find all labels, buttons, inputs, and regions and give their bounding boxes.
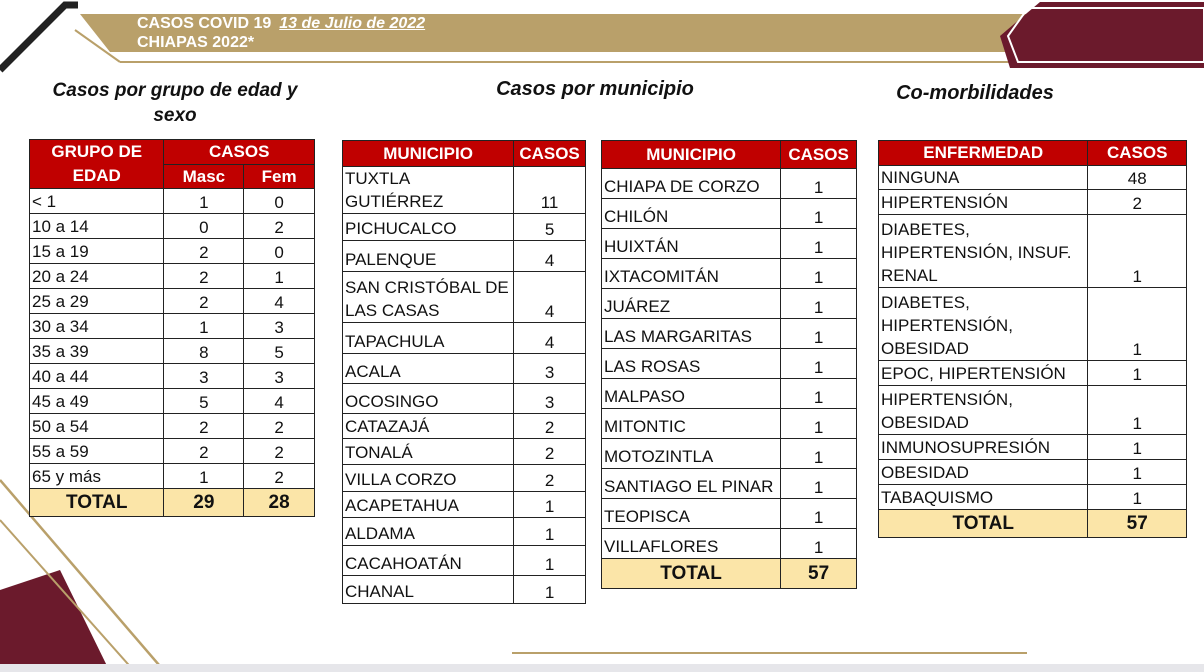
municipio-name-cell: OCOSINGO <box>343 384 514 414</box>
table-row <box>30 414 315 439</box>
municipio-name-cell: SAN CRISTÓBAL DE LAS CASAS <box>343 272 514 323</box>
fem-cell: 2 <box>244 214 315 239</box>
municipio-name-cell: CHILÓN <box>602 199 781 229</box>
municipio-name-cell: CHIAPA DE CORZO <box>602 169 781 199</box>
municipio-cases-cell: 1 <box>781 169 857 199</box>
table-row <box>343 384 586 414</box>
municipio-cases-cell: 1 <box>781 349 857 379</box>
municipio-cases-cell: 3 <box>514 384 586 414</box>
municipio-cases-cell: 4 <box>514 241 586 272</box>
fem-cell: 3 <box>244 314 315 339</box>
disease-name-cell: HIPERTENSIÓN <box>879 190 1088 215</box>
total-masc: 29 <box>164 489 244 517</box>
total-label: TOTAL <box>879 510 1088 538</box>
age-group-cell: < 1 <box>30 189 164 214</box>
municipio-name-cell: JUÁREZ <box>602 289 781 319</box>
age-group-cell: 15 a 19 <box>30 239 164 264</box>
municipio-name-cell: VILLAFLORES <box>602 529 781 559</box>
table-row <box>602 319 857 349</box>
disease-cases-cell: 1 <box>1088 435 1187 460</box>
municipio-name-cell: TEOPISCA <box>602 499 781 529</box>
table-row <box>343 354 586 384</box>
fem-cell: 5 <box>244 339 315 364</box>
fem-cell: 3 <box>244 364 315 389</box>
disease-cases-cell: 1 <box>1088 288 1187 361</box>
table-row <box>343 272 586 323</box>
comorbidities-total-row <box>879 510 1187 538</box>
municipio-name-cell: ACAPETAHUA <box>343 492 514 518</box>
header-municipio: MUNICIPIO <box>343 141 514 167</box>
municipio-name-cell: IXTACOMITÁN <box>602 259 781 289</box>
table-row <box>343 323 586 354</box>
comorbidities-table <box>878 140 1187 538</box>
table-row <box>30 464 315 489</box>
municipio-cases-cell: 1 <box>781 469 857 499</box>
masc-cell: 1 <box>164 314 244 339</box>
municipio-cases-cell: 1 <box>781 529 857 559</box>
masc-cell: 8 <box>164 339 244 364</box>
age-group-cell: 50 a 54 <box>30 414 164 439</box>
table-row <box>602 259 857 289</box>
municipio-cases-cell: 3 <box>514 354 586 384</box>
header-cases: CASOS <box>164 140 315 165</box>
municipio-name-cell: ALDAMA <box>343 518 514 546</box>
age-group-cell: 65 y más <box>30 464 164 489</box>
municipio-cases-cell: 1 <box>781 259 857 289</box>
age-sex-table <box>29 139 315 517</box>
table-row <box>879 386 1187 435</box>
header-line2: CHIAPAS 2022* <box>137 34 255 51</box>
masc-cell: 2 <box>164 289 244 314</box>
municipio-name-cell: TUXTLA GUTIÉRREZ <box>343 167 514 214</box>
municipio-table-2 <box>601 140 857 589</box>
municipio-cases-cell: 4 <box>514 323 586 354</box>
header-cases: CASOS <box>514 141 586 167</box>
table-row <box>30 239 315 264</box>
municipio-cases-cell: 2 <box>514 414 586 439</box>
table-row <box>343 576 586 604</box>
age-group-cell: 25 a 29 <box>30 289 164 314</box>
comorbidities-section-title: Co-morbilidades <box>896 82 1054 104</box>
table-row <box>343 214 586 241</box>
masc-cell: 3 <box>164 364 244 389</box>
municipio-name-cell: HUIXTÁN <box>602 229 781 259</box>
age-group-cell: 45 a 49 <box>30 389 164 414</box>
municipio-cases-cell: 1 <box>514 492 586 518</box>
masc-cell: 1 <box>164 189 244 214</box>
table-row <box>602 199 857 229</box>
age-group-cell: 10 a 14 <box>30 214 164 239</box>
table-row <box>30 439 315 464</box>
table-row <box>602 469 857 499</box>
header-municipio: MUNICIPIO <box>602 141 781 169</box>
municipio-name-cell: LAS ROSAS <box>602 349 781 379</box>
age-group-cell: 20 a 24 <box>30 264 164 289</box>
table-row <box>602 379 857 409</box>
municipio-cases-cell: 2 <box>514 465 586 492</box>
masc-cell: 2 <box>164 239 244 264</box>
fem-cell: 2 <box>244 414 315 439</box>
table-row <box>30 289 315 314</box>
municipio-name-cell: CACAHOATÁN <box>343 546 514 576</box>
masc-cell: 2 <box>164 264 244 289</box>
table-row <box>602 499 857 529</box>
municipio-section-title: Casos por municipio <box>496 78 694 100</box>
municipio-cases-cell: 1 <box>781 439 857 469</box>
table-row <box>602 409 857 439</box>
disease-cases-cell: 1 <box>1088 361 1187 386</box>
fem-cell: 4 <box>244 289 315 314</box>
municipio-cases-cell: 1 <box>514 576 586 604</box>
municipio-name-cell: MOTOZINTLA <box>602 439 781 469</box>
table-row <box>343 167 586 214</box>
table-row <box>602 439 857 469</box>
municipio-cases-cell: 4 <box>514 272 586 323</box>
age-group-cell: 55 a 59 <box>30 439 164 464</box>
age-group-cell: 35 a 39 <box>30 339 164 364</box>
disease-name-cell: EPOC, HIPERTENSIÓN <box>879 361 1088 386</box>
municipio-table-1 <box>342 140 586 604</box>
municipio-cases-cell: 1 <box>514 546 586 576</box>
disease-name-cell: TABAQUISMO <box>879 485 1088 510</box>
header-masc: Masc <box>164 165 244 189</box>
table-row <box>30 264 315 289</box>
municipio-name-cell: PALENQUE <box>343 241 514 272</box>
table-row <box>879 435 1187 460</box>
disease-name-cell: INMUNOSUPRESIÓN <box>879 435 1088 460</box>
fem-cell: 0 <box>244 189 315 214</box>
header-fem: Fem <box>244 165 315 189</box>
header-title <box>137 14 425 52</box>
table-row <box>343 465 586 492</box>
municipio-total-row <box>602 559 857 589</box>
table-row <box>343 414 586 439</box>
municipio-cases-cell: 11 <box>514 167 586 214</box>
table-row <box>602 289 857 319</box>
table-row <box>602 529 857 559</box>
municipio-name-cell: CHANAL <box>343 576 514 604</box>
municipio-name-cell: SANTIAGO EL PINAR <box>602 469 781 499</box>
table-row <box>602 349 857 379</box>
municipio-name-cell: MITONTIC <box>602 409 781 439</box>
municipio-cases-cell: 1 <box>781 409 857 439</box>
total-value: 57 <box>1088 510 1187 538</box>
municipio-name-cell: MALPASO <box>602 379 781 409</box>
municipio-name-cell: ACALA <box>343 354 514 384</box>
masc-cell: 0 <box>164 214 244 239</box>
municipio-name-cell: TONALÁ <box>343 439 514 465</box>
municipio-cases-cell: 1 <box>781 499 857 529</box>
masc-cell: 2 <box>164 439 244 464</box>
age-group-cell: 40 a 44 <box>30 364 164 389</box>
table-row <box>30 364 315 389</box>
disease-cases-cell: 2 <box>1088 190 1187 215</box>
table-row <box>879 460 1187 485</box>
table-row <box>879 361 1187 386</box>
municipio-name-cell: VILLA CORZO <box>343 465 514 492</box>
header-line1: CASOS COVID 19 <box>137 15 272 32</box>
municipio-name-cell: PICHUCALCO <box>343 214 514 241</box>
municipio-cases-cell: 1 <box>781 229 857 259</box>
disease-name-cell: NINGUNA <box>879 166 1088 190</box>
table-row <box>602 169 857 199</box>
header-enfermedad: ENFERMEDAD <box>879 141 1088 166</box>
total-fem: 28 <box>244 489 315 517</box>
municipio-cases-cell: 2 <box>514 439 586 465</box>
table-row <box>879 485 1187 510</box>
table-row <box>879 288 1187 361</box>
table-row <box>30 339 315 364</box>
disease-name-cell: OBESIDAD <box>879 460 1088 485</box>
table-row <box>879 190 1187 215</box>
fem-cell: 0 <box>244 239 315 264</box>
municipio-cases-cell: 1 <box>781 289 857 319</box>
disease-name-cell: DIABETES, HIPERTENSIÓN, OBESIDAD <box>879 288 1088 361</box>
table-row <box>343 518 586 546</box>
masc-cell: 1 <box>164 464 244 489</box>
fem-cell: 2 <box>244 464 315 489</box>
age-total-row <box>30 489 315 517</box>
municipio-cases-cell: 1 <box>781 199 857 229</box>
disease-cases-cell: 1 <box>1088 386 1187 435</box>
masc-cell: 5 <box>164 389 244 414</box>
municipio-cases-cell: 1 <box>514 518 586 546</box>
table-row <box>343 241 586 272</box>
disease-cases-cell: 1 <box>1088 460 1187 485</box>
disease-name-cell: HIPERTENSIÓN, OBESIDAD <box>879 386 1088 435</box>
table-row <box>343 492 586 518</box>
masc-cell: 2 <box>164 414 244 439</box>
fem-cell: 2 <box>244 439 315 464</box>
table-row <box>602 229 857 259</box>
table-row <box>879 215 1187 288</box>
age-section-title: Casos por grupo de edad y sexo <box>52 80 298 126</box>
municipio-cases-cell: 1 <box>781 379 857 409</box>
table-row <box>30 214 315 239</box>
table-row <box>30 189 315 214</box>
disease-cases-cell: 1 <box>1088 485 1187 510</box>
municipio-name-cell: LAS MARGARITAS <box>602 319 781 349</box>
age-group-cell: 30 a 34 <box>30 314 164 339</box>
municipio-name-cell: TAPACHULA <box>343 323 514 354</box>
table-row <box>343 439 586 465</box>
total-value: 57 <box>781 559 857 589</box>
header-age-group: GRUPO DE EDAD <box>30 140 164 189</box>
table-row <box>30 314 315 339</box>
municipio-cases-cell: 1 <box>781 319 857 349</box>
municipio-name-cell: CATAZAJÁ <box>343 414 514 439</box>
total-label: TOTAL <box>30 489 164 517</box>
header-date: 13 de Julio de 2022 <box>279 15 426 32</box>
table-row <box>343 546 586 576</box>
table-row <box>30 389 315 414</box>
fem-cell: 1 <box>244 264 315 289</box>
header-cases: CASOS <box>781 141 857 169</box>
fem-cell: 4 <box>244 389 315 414</box>
table-row <box>879 166 1187 190</box>
header-cases: CASOS <box>1088 141 1187 166</box>
municipio-cases-cell: 5 <box>514 214 586 241</box>
disease-cases-cell: 48 <box>1088 166 1187 190</box>
total-label: TOTAL <box>602 559 781 589</box>
disease-name-cell: DIABETES, HIPERTENSIÓN, INSUF. RENAL <box>879 215 1088 288</box>
disease-cases-cell: 1 <box>1088 215 1187 288</box>
